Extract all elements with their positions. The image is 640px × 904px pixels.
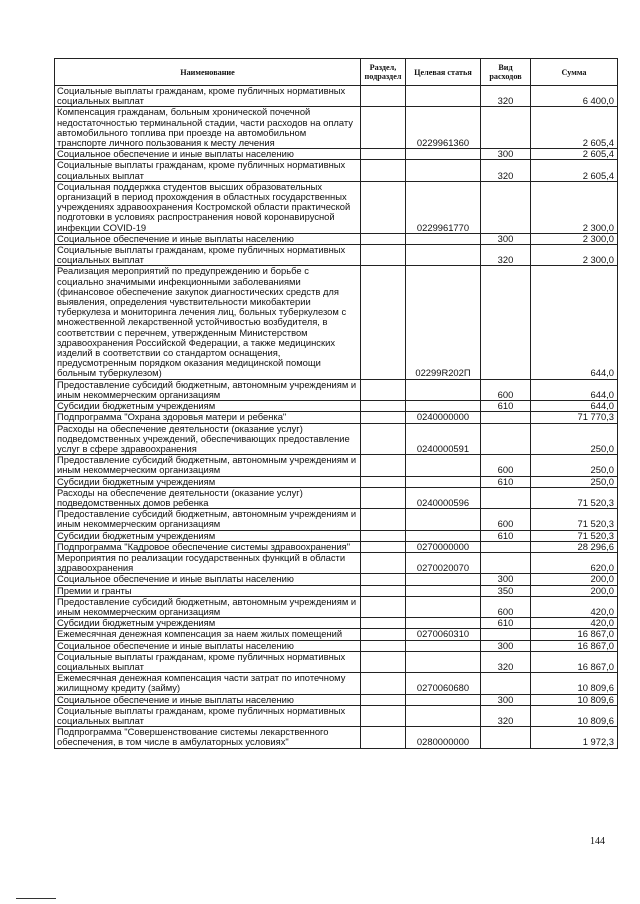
cell-sum: 10 809,6: [531, 694, 618, 705]
cell-type: 610: [481, 618, 531, 629]
cell-target: [406, 149, 481, 160]
cell-sum: 10 809,6: [531, 705, 618, 726]
cell-section: [361, 596, 406, 617]
cell-type: 610: [481, 401, 531, 412]
cell-type: 320: [481, 160, 531, 181]
cell-target: [406, 705, 481, 726]
table-row: [55, 149, 618, 160]
cell-type: 350: [481, 585, 531, 596]
cell-sum: 28 296,6: [531, 541, 618, 552]
table-row: [55, 694, 618, 705]
cell-name: Ежемесячная денежная компенсация за наем жилых помещений: [55, 629, 361, 640]
cell-section: [361, 585, 406, 596]
table-row: [55, 651, 618, 672]
cell-sum: 420,0: [531, 618, 618, 629]
cell-type: [481, 552, 531, 573]
cell-sum: 620,0: [531, 552, 618, 573]
cell-target: [406, 509, 481, 530]
cell-name: Субсидии бюджетным учреждениям: [55, 618, 361, 629]
cell-sum: 250,0: [531, 423, 618, 455]
cell-name: Ежемесячная денежная компенсация части затрат по ипотечному жилищному кредиту (займу): [55, 673, 361, 694]
table-row: [55, 181, 618, 233]
cell-type: [481, 181, 531, 233]
cell-section: [361, 618, 406, 629]
table-row: [55, 423, 618, 455]
cell-name: Социальные выплаты гражданам, кроме публичных нормативных социальных выплат: [55, 245, 361, 266]
cell-section: [361, 266, 406, 379]
cell-sum: 644,0: [531, 379, 618, 400]
table-row: [55, 379, 618, 400]
cell-type: 320: [481, 86, 531, 107]
cell-target: 0270060680: [406, 673, 481, 694]
cell-sum: 420,0: [531, 596, 618, 617]
cell-section: [361, 530, 406, 541]
cell-name: Социальное обеспечение и иные выплаты населению: [55, 640, 361, 651]
cell-section: [361, 727, 406, 748]
table-row: [55, 629, 618, 640]
cell-type: 300: [481, 574, 531, 585]
cell-name: Субсидии бюджетным учреждениям: [55, 530, 361, 541]
cell-target: 0270020070: [406, 552, 481, 573]
cell-type: [481, 487, 531, 508]
cell-type: [481, 727, 531, 748]
cell-target: [406, 401, 481, 412]
table-row: [55, 476, 618, 487]
cell-sum: 71 520,3: [531, 530, 618, 541]
table-row: [55, 530, 618, 541]
cell-section: [361, 181, 406, 233]
cell-sum: 16 867,0: [531, 651, 618, 672]
cell-target: [406, 530, 481, 541]
cell-name: Социальная поддержка студентов высших образовательных организаций в период прохождения в областных государственных учреждениях здравоохранения Костромской области практической подготовки в условиях распространения новой коронавирусной инфекции COVID-19: [55, 181, 361, 233]
cell-sum: 644,0: [531, 266, 618, 379]
cell-target: [406, 694, 481, 705]
cell-target: 0240000591: [406, 423, 481, 455]
cell-section: [361, 640, 406, 651]
cell-sum: 2 605,4: [531, 149, 618, 160]
cell-section: [361, 423, 406, 455]
cell-target: [406, 618, 481, 629]
cell-target: [406, 233, 481, 244]
cell-section: [361, 705, 406, 726]
cell-type: 600: [481, 596, 531, 617]
cell-type: 300: [481, 640, 531, 651]
cell-section: [361, 673, 406, 694]
cell-name: Социальное обеспечение и иные выплаты населению: [55, 574, 361, 585]
cell-target: 0240000000: [406, 412, 481, 423]
table-row: [55, 86, 618, 107]
cell-type: [481, 423, 531, 455]
cell-type: 300: [481, 694, 531, 705]
cell-section: [361, 245, 406, 266]
cell-type: [481, 107, 531, 149]
cell-sum: 71 520,3: [531, 487, 618, 508]
footer-rule: [16, 898, 56, 899]
page-number: 144: [590, 836, 605, 847]
cell-type: 610: [481, 530, 531, 541]
cell-target: [406, 245, 481, 266]
table-row: [55, 455, 618, 476]
table-row: [55, 618, 618, 629]
cell-name: Субсидии бюджетным учреждениям: [55, 476, 361, 487]
cell-target: [406, 651, 481, 672]
cell-name: Предоставление субсидий бюджетным, автономным учреждениям и иным некоммерческим организациям: [55, 379, 361, 400]
cell-type: 600: [481, 455, 531, 476]
cell-target: [406, 455, 481, 476]
header-type: Вид расходов: [481, 59, 531, 86]
cell-name: Предоставление субсидий бюджетным, автономным учреждениям и иным некоммерческим организациям: [55, 596, 361, 617]
table-body: [55, 86, 618, 749]
cell-sum: 2 300,0: [531, 233, 618, 244]
cell-name: Подпрограмма "Кадровое обеспечение системы здравоохранения": [55, 541, 361, 552]
cell-type: 600: [481, 509, 531, 530]
cell-type: 610: [481, 476, 531, 487]
cell-target: [406, 160, 481, 181]
header-sum: Сумма: [531, 59, 618, 86]
cell-sum: 16 867,0: [531, 629, 618, 640]
cell-sum: 10 809,6: [531, 673, 618, 694]
cell-section: [361, 694, 406, 705]
cell-target: 0270060310: [406, 629, 481, 640]
cell-name: Премии и гранты: [55, 585, 361, 596]
cell-target: [406, 476, 481, 487]
table-row: [55, 727, 618, 748]
cell-sum: 1 972,3: [531, 727, 618, 748]
cell-type: 320: [481, 245, 531, 266]
table-row: [55, 487, 618, 508]
cell-name: Социальные выплаты гражданам, кроме публичных нормативных социальных выплат: [55, 705, 361, 726]
cell-name: Социальные выплаты гражданам, кроме публичных нормативных социальных выплат: [55, 86, 361, 107]
cell-name: Социальные выплаты гражданам, кроме публичных нормативных социальных выплат: [55, 160, 361, 181]
cell-sum: 2 605,4: [531, 160, 618, 181]
cell-section: [361, 455, 406, 476]
table-row: [55, 160, 618, 181]
cell-sum: 6 400,0: [531, 86, 618, 107]
cell-target: [406, 596, 481, 617]
cell-section: [361, 629, 406, 640]
cell-target: 0280000000: [406, 727, 481, 748]
cell-target: 02299R202П: [406, 266, 481, 379]
cell-section: [361, 401, 406, 412]
table-row: [55, 509, 618, 530]
cell-sum: 200,0: [531, 585, 618, 596]
cell-section: [361, 651, 406, 672]
cell-name: Социальное обеспечение и иные выплаты населению: [55, 694, 361, 705]
table-row: [55, 552, 618, 573]
cell-section: [361, 160, 406, 181]
cell-name: Подпрограмма "Совершенствование системы лекарственного обеспечения, в том числе в амбулаторных условиях": [55, 727, 361, 748]
cell-section: [361, 149, 406, 160]
cell-type: [481, 266, 531, 379]
cell-sum: 71 770,3: [531, 412, 618, 423]
cell-name: Компенсация гражданам, больным хронической почечной недостаточностью терминальной стадии, части расходов на оплату автомобильного топлива при проезде на автомобильном транспорте личного пользования к месту лечения: [55, 107, 361, 149]
cell-name: Расходы на обеспечение деятельности (оказание услуг) подведомственных домов ребенка: [55, 487, 361, 508]
cell-type: 300: [481, 233, 531, 244]
cell-type: 320: [481, 705, 531, 726]
cell-target: [406, 86, 481, 107]
cell-type: 300: [481, 149, 531, 160]
table-row: [55, 705, 618, 726]
cell-section: [361, 476, 406, 487]
table-header-row: [55, 59, 618, 86]
budget-table: [54, 58, 618, 749]
cell-sum: 16 867,0: [531, 640, 618, 651]
cell-section: [361, 487, 406, 508]
cell-name: Предоставление субсидий бюджетным, автономным учреждениям и иным некоммерческим организациям: [55, 455, 361, 476]
cell-sum: 71 520,3: [531, 509, 618, 530]
cell-target: [406, 379, 481, 400]
table-row: [55, 596, 618, 617]
cell-section: [361, 509, 406, 530]
cell-name: Социальные выплаты гражданам, кроме публичных нормативных социальных выплат: [55, 651, 361, 672]
table-row: [55, 107, 618, 149]
cell-name: Предоставление субсидий бюджетным, автономным учреждениям и иным некоммерческим организациям: [55, 509, 361, 530]
cell-section: [361, 541, 406, 552]
cell-section: [361, 107, 406, 149]
table-row: [55, 401, 618, 412]
cell-section: [361, 412, 406, 423]
cell-sum: 644,0: [531, 401, 618, 412]
cell-section: [361, 574, 406, 585]
cell-target: [406, 640, 481, 651]
table-row: [55, 574, 618, 585]
table-row: [55, 673, 618, 694]
cell-name: Социальное обеспечение и иные выплаты населению: [55, 233, 361, 244]
cell-sum: 2 300,0: [531, 181, 618, 233]
cell-sum: 250,0: [531, 476, 618, 487]
cell-section: [361, 552, 406, 573]
table-row: [55, 541, 618, 552]
table-row: [55, 640, 618, 651]
cell-type: [481, 412, 531, 423]
table-row: [55, 266, 618, 379]
cell-target: 0240000596: [406, 487, 481, 508]
cell-name: Реализация мероприятий по предупреждению и борьбе с социально значимыми инфекционными заболеваниями (финансовое обеспечение закупок диагностических средств для выявления, определения чувствительности микобактерии туберкулеза и мониторинга лечения лиц, больных туберкулезом с множественной лекарственной устойчивостью возбудителя, в соответствии с перечнем, утвержденным Министерством здравоохранения Российской Федерации, а также медицинских изделий в соответствии со стандартом оснащения, предусмотренным порядком оказания медицинской помощи больным туберкулезом): [55, 266, 361, 379]
cell-target: 0229961360: [406, 107, 481, 149]
cell-target: [406, 574, 481, 585]
header-name: Наименование: [55, 59, 361, 86]
cell-type: 600: [481, 379, 531, 400]
cell-section: [361, 86, 406, 107]
budget-table-container: [54, 58, 617, 749]
cell-type: [481, 629, 531, 640]
cell-name: Расходы на обеспечение деятельности (оказание услуг) подведомственных учреждений, обеспечивающих предоставление услуг в сфере здравоохранения: [55, 423, 361, 455]
cell-section: [361, 233, 406, 244]
cell-target: [406, 585, 481, 596]
table-row: [55, 585, 618, 596]
cell-sum: 250,0: [531, 455, 618, 476]
cell-name: Подпрограмма "Охрана здоровья матери и ребенка": [55, 412, 361, 423]
cell-name: Субсидии бюджетным учреждениям: [55, 401, 361, 412]
cell-sum: 200,0: [531, 574, 618, 585]
header-section: Раздел, подраздел: [361, 59, 406, 86]
table-row: [55, 233, 618, 244]
cell-target: 0229961770: [406, 181, 481, 233]
cell-section: [361, 379, 406, 400]
cell-name: Социальное обеспечение и иные выплаты населению: [55, 149, 361, 160]
cell-name: Мероприятия по реализации государственных функций в области здравоохранения: [55, 552, 361, 573]
cell-type: 320: [481, 651, 531, 672]
cell-sum: 2 300,0: [531, 245, 618, 266]
header-target: Целевая статья: [406, 59, 481, 86]
table-row: [55, 245, 618, 266]
table-row: [55, 412, 618, 423]
cell-type: [481, 673, 531, 694]
cell-type: [481, 541, 531, 552]
cell-target: 0270000000: [406, 541, 481, 552]
cell-sum: 2 605,4: [531, 107, 618, 149]
